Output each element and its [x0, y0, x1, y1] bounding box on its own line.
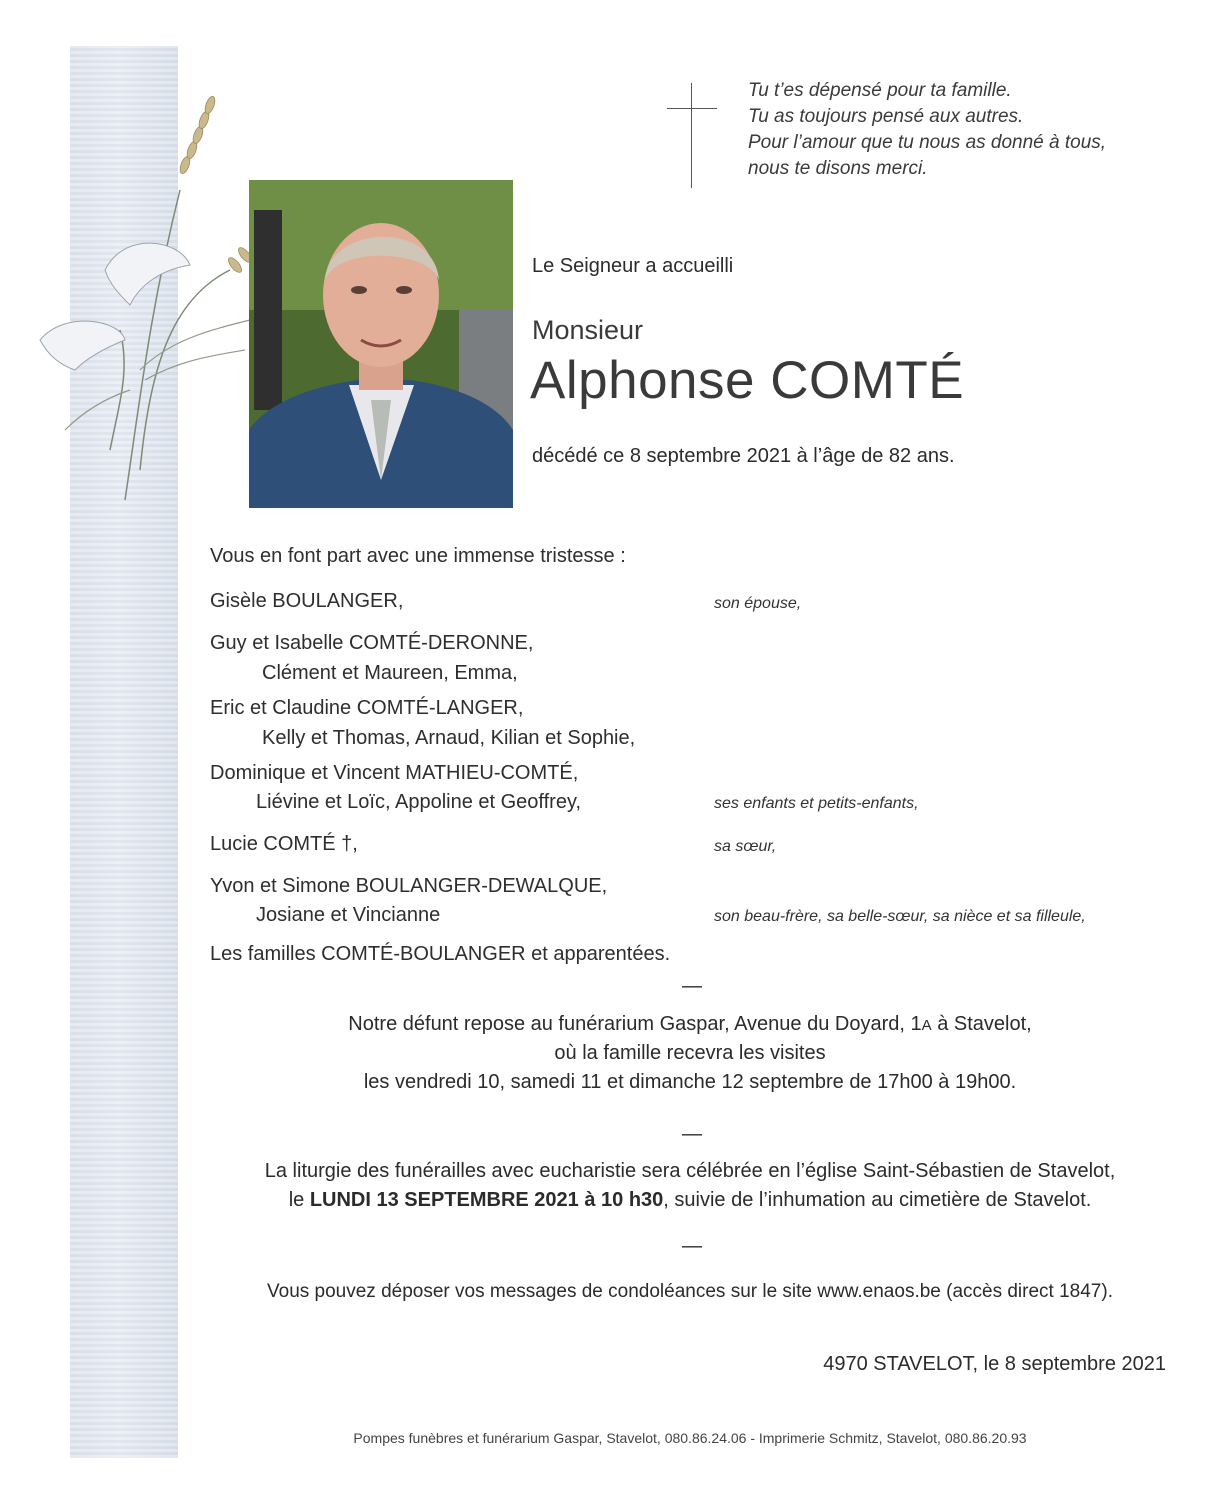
poem-line: Tu as toujours pensé aux autres.: [748, 106, 1024, 127]
family-line: Les familles COMTÉ-BOULANGER et apparentées.: [210, 943, 671, 965]
condolences-text: Vous pouvez déposer vos messages de condoléances sur le site www.enaos.be (accès direct 1847).: [267, 1281, 1113, 1302]
family-line: Gisèle BOULANGER,: [210, 590, 404, 612]
intro-text: Le Seigneur a accueilli: [532, 255, 734, 277]
portrait-photo: [249, 180, 513, 508]
family-line: Clément et Maureen, Emma,: [262, 662, 518, 684]
family-line: Yvon et Simone BOULANGER-DEWALQUE,: [210, 875, 608, 897]
family-line: Kelly et Thomas, Arnaud, Kilian et Sophie,: [262, 727, 636, 749]
visits-line: les vendredi 10, samedi 11 et dimanche 12 septembre de 17h00 à 19h00.: [363, 1071, 1017, 1093]
poem: [748, 78, 1106, 182]
family-line: Josiane et Vincianne: [256, 904, 441, 926]
visits-line: Notre défunt repose au funérarium Gaspar, Avenue du Doyard, 1A à Stavelot,: [348, 1013, 1032, 1035]
visits-line: où la famille recevra les visites: [554, 1042, 826, 1064]
death-notice: décédé ce 8 septembre 2021 à l’âge de 82 ans.: [532, 445, 955, 467]
funeral-line: La liturgie des funérailles avec eucharistie sera célébrée en l’église Saint-Sébastien de Stavelot,: [264, 1160, 1116, 1182]
funeral-line: le LUNDI 13 SEPTEMBRE 2021 à 10 h30, suivie de l’inhumation au cimetière de Stavelot.: [288, 1189, 1092, 1211]
family-line: Dominique et Vincent MATHIEU-COMTÉ,: [210, 762, 579, 784]
civility: Monsieur: [532, 315, 644, 345]
footer-credits: Pompes funèbres et funérarium Gaspar, Stavelot, 080.86.24.06 - Imprimerie Schmitz, Stavelot, 080.86.20.93: [353, 1430, 1027, 1446]
separator: —: [682, 975, 702, 997]
separator: —: [682, 1123, 702, 1145]
family-line: Liévine et Loïc, Appoline et Geoffrey,: [256, 791, 582, 813]
family-line: Guy et Isabelle COMTÉ-DERONNE,: [210, 632, 534, 654]
family-line: Lucie COMTÉ †,: [210, 833, 358, 855]
lily-wheat-illustration: [30, 70, 260, 510]
deceased-name: Alphonse COMTÉ: [530, 351, 965, 410]
place-date: 4970 STAVELOT, le 8 septembre 2021: [823, 1353, 1166, 1375]
family-role: son épouse,: [714, 595, 802, 612]
family-role: son beau-frère, sa belle-sœur, sa nièce et sa filleule,: [714, 908, 1086, 925]
poem-line: Pour l’amour que tu nous as donné à tous,: [748, 132, 1107, 153]
family-role: sa sœur,: [714, 838, 777, 855]
cross-horizontal: [667, 108, 717, 109]
cross-vertical: [691, 83, 692, 188]
family-line: Eric et Claudine COMTÉ-LANGER,: [210, 697, 524, 719]
separator: —: [682, 1235, 702, 1257]
family-role: ses enfants et petits-enfants,: [714, 795, 919, 812]
poem-line: nous te disons merci.: [748, 158, 928, 179]
poem-line: Tu t’es dépensé pour ta famille.: [748, 80, 1012, 101]
announcement: Vous en font part avec une immense tristesse :: [210, 545, 626, 567]
